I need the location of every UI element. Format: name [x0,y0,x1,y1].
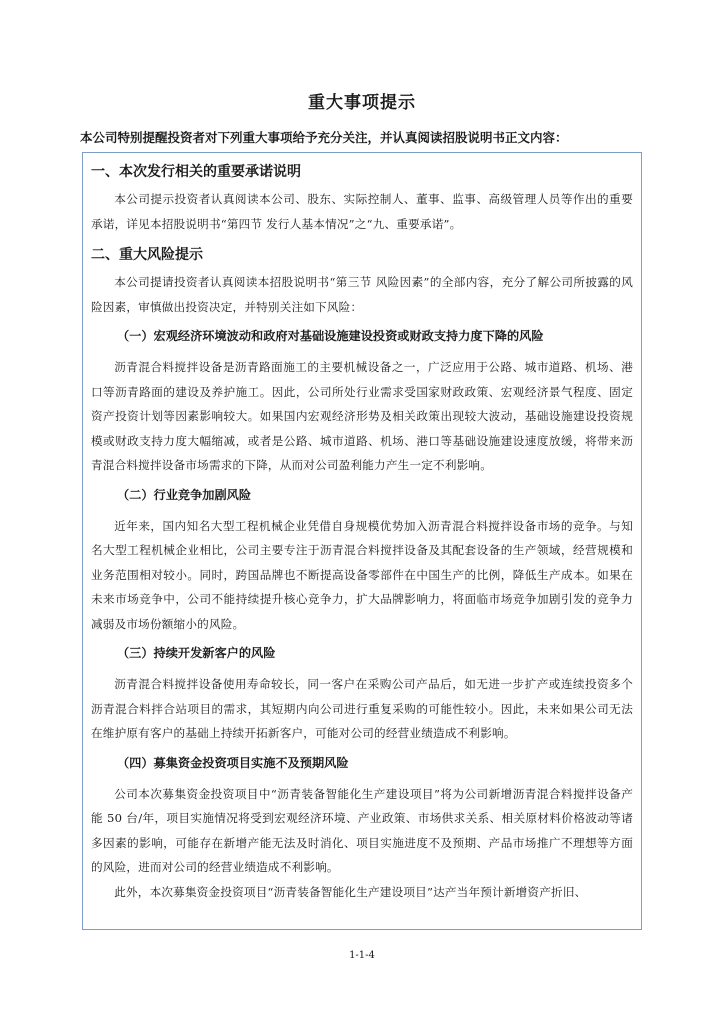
risk-heading-fundraising: （四）募集资金投资项目实施不及预期风险 [117,755,349,770]
risk-paragraph: 沥青混合料搅拌设备使用寿命较长，同一客户在采购公司产品后，如无进一步扩产或连续投资多个沥青混合料拌合站项目的需求，其短期内向公司进行重复采购的可能性较小。因此，未来如果公司无法在维护原有客户的基础上持续开拓新客户，可能对公司的经营业绩造成不利影响。 [91,677,633,740]
risk-heading-new-customers: （三）持续开发新客户的风险 [117,646,276,660]
section-paragraph: 本公司提示投资者认真阅读本公司、股东、实际控制人、董事、监事、高级管理人员等作出的重要承诺，详见本招股说明书“第四节 发行人基本情况”之“九、重要承诺”。 [91,192,633,231]
page-number: 1-1-4 [349,950,375,961]
risk-paragraph: 沥青混合料搅拌设备是沥青路面施工的主要机械设备之一，广泛应用于公路、城市道路、机场、港口等沥青路面的建设及养护施工。因此，公司所处行业需求受国家财政政策、宏观经济景气程度、固定资产投资计划等因素影响较大。如果国内宏观经济形势及相关政策出现较大波动，基础设施建设投资规模或财政支持力度大幅缩减，或者是公路、城市道路、机场、港口等基础设施建设速度放缓，将带来沥青混合料搅拌设备市场需求的下降，从而对公司盈利能力产生一定不利影响。 [91,360,633,472]
content-box [82,152,642,930]
section-heading-commitments: 一、本次发行相关的重要承诺说明 [91,164,301,180]
risk-paragraph-continued: 此外，本次募集资金投资项目“沥青装备智能化生产建设项目”达产当年预计新增资产折旧、 [114,884,587,899]
risk-heading-competition: （二）行业竞争加剧风险 [117,487,252,502]
section-paragraph: 本公司提请投资者认真阅读本招股说明书“第三节 风险因素”的全部内容，充分了解公司所披露的风险因素，审慎做出投资决定，并特别关注如下风险： [91,275,633,314]
intro-statement: 本公司特别提醒投资者对下列重大事项给予充分关注，并认真阅读招股说明书正文内容： [80,130,568,145]
risk-paragraph: 公司本次募集资金投资项目中“沥青装备智能化生产建设项目”将为公司新增沥青混合料搅拌设备产能 50 台/年，项目实施情况将受到宏观经济环境、产业政策、市场供求关系、相关原材料价格波动等诸多因素的影响，可能存在新增产能无法及时消化、项目实施进度不及预期、产品市场推广不理想等方面的风险，进而对公司的经营业绩造成不利影响。 [91,786,633,874]
risk-paragraph: 近年来，国内知名大型工程机械企业凭借自身规模优势加入沥青混合料搅拌设备市场的竞争。与知名大型工程机械企业相比，公司主要专注于沥青混合料搅拌设备及其配套设备的生产领域，经营规模和业务范围相对较小。同时，跨国品牌也不断提高设备零部件在中国生产的比例，降低生产成本。如果在未来市场竞争中，公司不能持续提升核心竞争力，扩大品牌影响力，将面临市场竞争加剧引发的竞争力减弱及市场份额缩小的风险。 [91,518,633,631]
page-title: 重大事项提示 [308,93,416,113]
section-heading-risks: 二、重大风险提示 [91,247,203,263]
risk-heading-macro: （一）宏观经济环境波动和政府对基础设施建设投资或财政支持力度下降的风险 [117,329,544,343]
